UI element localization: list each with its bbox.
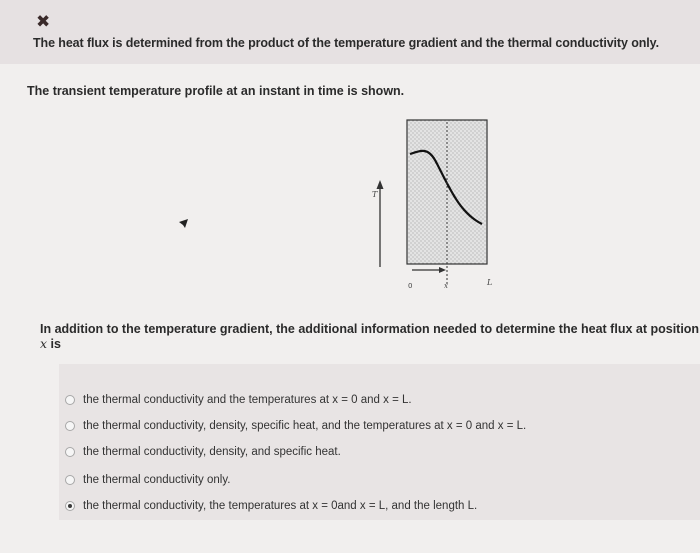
radio-button[interactable]: [65, 447, 75, 457]
option-5[interactable]: [65, 494, 477, 518]
feedback-banner: [0, 0, 700, 64]
option-label: the thermal conductivity and the temperatures at x = 0 and x = L.: [83, 394, 412, 406]
feedback-message: The heat flux is determined from the product of the temperature gradient and the thermal conductivity only.: [33, 36, 659, 50]
origin-label: 0: [408, 282, 413, 290]
temperature-profile-figure: [360, 112, 500, 297]
option-2[interactable]: [65, 414, 526, 438]
question-text: In addition to the temperature gradient, the additional information needed to determine the heat flux at position x is: [40, 322, 700, 351]
length-label: L: [487, 278, 493, 287]
radio-button-selected[interactable]: [65, 501, 75, 511]
question-prompt: The transient temperature profile at an instant in time is shown.: [27, 84, 405, 98]
mouse-cursor-icon: [178, 218, 190, 230]
temperature-axis-label: T: [372, 190, 378, 199]
option-label: the thermal conductivity, density, specific heat, and the temperatures at x = 0 and x = L.: [83, 420, 527, 432]
option-label: the thermal conductivity, the temperatures at x = 0and x = L, and the length L.: [83, 500, 478, 512]
option-label: the thermal conductivity only.: [83, 474, 231, 486]
option-label: the thermal conductivity, density, and specific heat.: [83, 446, 341, 458]
radio-button[interactable]: [65, 475, 75, 485]
x-mark-icon: ✖: [36, 12, 51, 32]
option-4[interactable]: [65, 468, 230, 492]
answer-options: [59, 364, 700, 520]
option-3[interactable]: [65, 440, 341, 464]
radio-button[interactable]: [65, 395, 75, 405]
option-1[interactable]: [65, 388, 412, 412]
x-axis-arrowhead: [439, 267, 446, 273]
radio-button[interactable]: [65, 421, 75, 431]
x-label: x: [444, 282, 448, 290]
temperature-axis-arrow: [377, 180, 384, 189]
